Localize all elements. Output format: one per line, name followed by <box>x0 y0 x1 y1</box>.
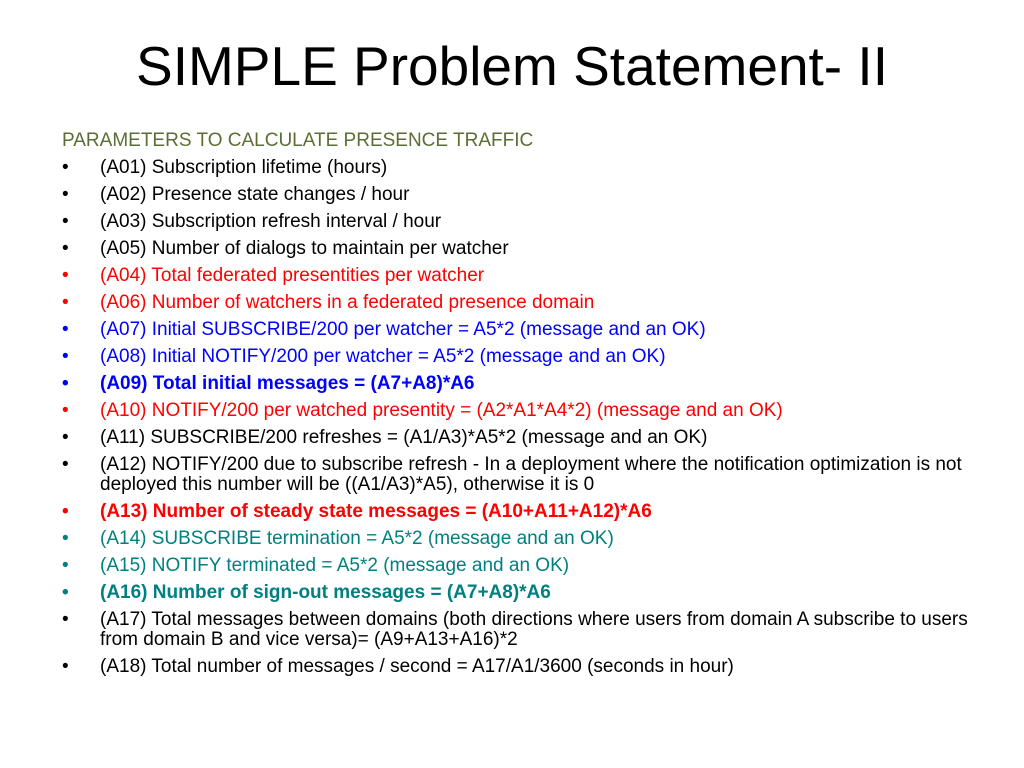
bullet-icon: • <box>62 609 69 630</box>
bullet-icon: • <box>62 265 69 286</box>
parameter-item <box>62 263 992 290</box>
parameter-item <box>62 553 992 580</box>
bullet-icon: • <box>62 427 69 448</box>
parameter-text: (A05) Number of dialogs to maintain per watcher <box>100 238 509 259</box>
parameter-item <box>62 155 992 182</box>
parameter-text: (A18) Total number of messages / second = A17/A1/3600 (seconds in hour) <box>100 656 734 677</box>
parameter-text: (A12) NOTIFY/200 due to subscribe refresh - In a deployment where the notification optimization is not deployed this number will be ((A1/A3)*A5), otherwise it is 0 <box>100 454 962 495</box>
parameter-text: (A04) Total federated presentities per watcher <box>100 265 485 286</box>
bullet-icon: • <box>62 528 69 549</box>
parameter-text: (A08) Initial NOTIFY/200 per watcher = A5*2 (message and an OK) <box>100 346 666 367</box>
bullet-icon: • <box>62 400 69 421</box>
parameter-item <box>62 317 992 344</box>
parameter-text: (A02) Presence state changes / hour <box>100 184 410 205</box>
bullet-icon: • <box>62 292 69 313</box>
section-subheading: PARAMETERS TO CALCULATE PRESENCE TRAFFIC <box>62 130 534 151</box>
parameter-text: (A11) SUBSCRIBE/200 refreshes = (A1/A3)*A5*2 (message and an OK) <box>100 427 708 448</box>
parameter-item <box>62 290 992 317</box>
parameter-text: (A06) Number of watchers in a federated presence domain <box>100 292 595 313</box>
parameter-item <box>62 344 992 371</box>
parameter-item <box>62 654 992 681</box>
bullet-icon: • <box>62 373 69 394</box>
bullet-icon: • <box>62 656 69 677</box>
parameter-text: (A15) NOTIFY terminated = A5*2 (message and an OK) <box>100 555 570 576</box>
bullet-icon: • <box>62 184 69 205</box>
bullet-icon: • <box>62 454 69 475</box>
bullet-icon: • <box>62 319 69 340</box>
bullet-icon: • <box>62 501 69 522</box>
parameter-item <box>62 236 992 263</box>
slide-title: SIMPLE Problem Statement- II <box>136 35 888 97</box>
parameter-item <box>62 371 992 398</box>
parameter-text: (A03) Subscription refresh interval / hour <box>100 211 442 232</box>
bullet-icon: • <box>62 211 69 232</box>
parameter-text: (A16) Number of sign-out messages = (A7+A8)*A6 <box>100 582 551 603</box>
parameter-item <box>62 607 992 654</box>
bullet-icon: • <box>62 346 69 367</box>
parameter-item <box>62 499 992 526</box>
bullet-icon: • <box>62 582 69 603</box>
parameter-text: (A01) Subscription lifetime (hours) <box>100 157 388 178</box>
bullet-icon: • <box>62 157 69 178</box>
parameter-text: (A10) NOTIFY/200 per watched presentity = (A2*A1*A4*2) (message and an OK) <box>100 400 783 421</box>
parameter-text: (A17) Total messages between domains (both directions where users from domain A subscribe to users from domain B and vice versa)= (A9+A13+A16)*2 <box>100 609 968 650</box>
parameter-item <box>62 398 992 425</box>
parameter-item <box>62 526 992 553</box>
parameter-item <box>62 452 992 499</box>
parameter-item <box>62 182 992 209</box>
parameter-item <box>62 580 992 607</box>
parameter-text: (A13) Number of steady state messages = (A10+A11+A12)*A6 <box>100 501 652 522</box>
parameter-item <box>62 209 992 236</box>
bullet-icon: • <box>62 238 69 259</box>
parameter-list <box>62 155 992 681</box>
parameter-text: (A14) SUBSCRIBE termination = A5*2 (message and an OK) <box>100 528 614 549</box>
parameter-item <box>62 425 992 452</box>
parameter-text: (A09) Total initial messages = (A7+A8)*A6 <box>100 373 475 394</box>
bullet-icon: • <box>62 555 69 576</box>
parameter-text: (A07) Initial SUBSCRIBE/200 per watcher = A5*2 (message and an OK) <box>100 319 706 340</box>
